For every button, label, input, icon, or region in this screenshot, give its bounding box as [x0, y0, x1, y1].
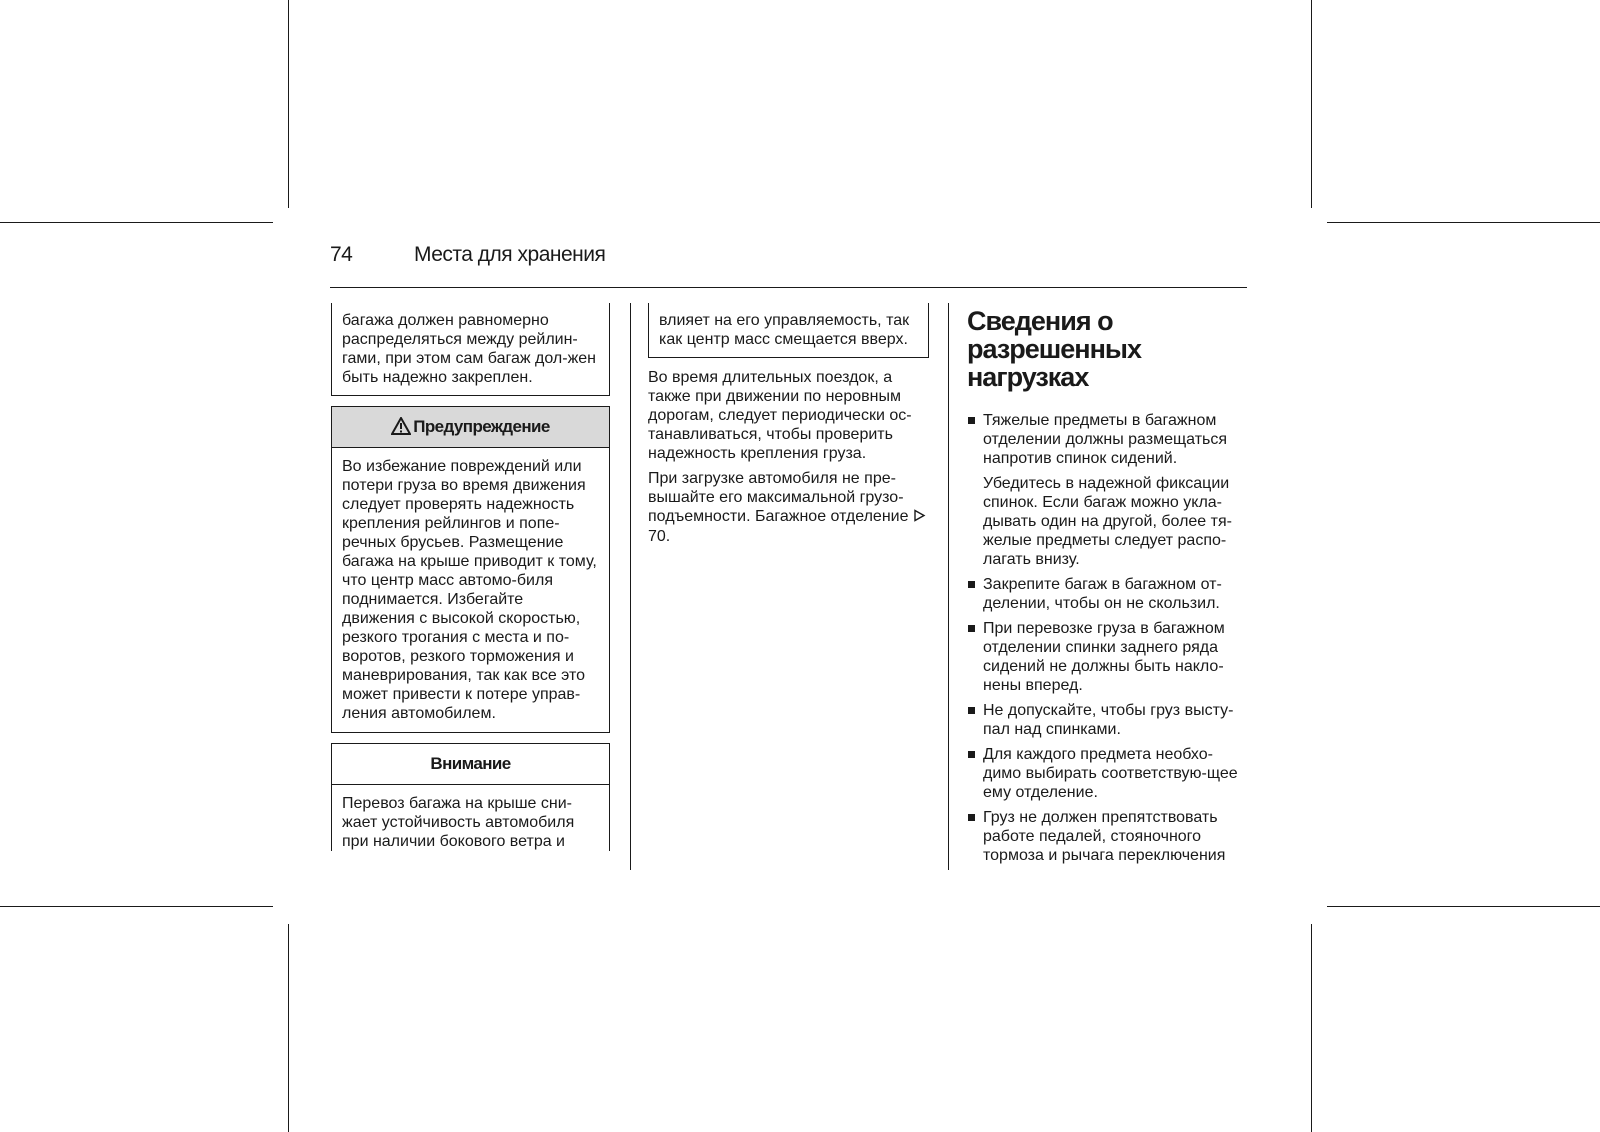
- list-item-text: Для каждого предмета необхо-димо выбирать соответствую-щее ему отделение.: [983, 746, 1238, 801]
- crop-mark: [1327, 906, 1600, 907]
- warning-text: Во избежание повреждений или потери груза во время движения следует проверять надежность крепления рейлингов и попе-речных брусьев. Размещение багажа на крыше приводит к тому, что центр масс автомо-биля поднимается. Избегайте движения с высокой скоростью, резкого трогания с места и по-воротов, резкого торможения и маневрирования, так как все это может привести к потере управ-ления автомобилем.: [342, 458, 597, 722]
- crop-mark: [1327, 222, 1600, 223]
- bullet-list: [967, 411, 1248, 865]
- square-bullet-icon: [968, 581, 975, 588]
- paragraph: [648, 469, 929, 546]
- square-bullet-icon: [968, 707, 975, 714]
- list-item-subtext: Убедитесь в надежной фиксации спинок. Если багаж можно укла-дывать один на другой, более тя-желые предметы следует распо-лагать внизу.: [983, 475, 1232, 568]
- chapter-title: Места для хранения: [414, 243, 606, 266]
- crop-mark: [0, 222, 273, 223]
- continued-text: влияет на его управляемость, так как центр масс смещается вверх.: [659, 312, 910, 348]
- page-reference[interactable]: 70.: [648, 528, 671, 545]
- warning-header: [332, 407, 609, 448]
- page-number: 74: [330, 243, 353, 266]
- continued-text: багажа должен равномерно распределяться между рейлин-гами, при этом сам багаж дол-жен быть надежно закреплен.: [342, 312, 597, 386]
- page-header: [330, 243, 1247, 283]
- list-item-text: Не допускайте, чтобы груз высту-пал над спинками.: [983, 702, 1234, 738]
- crop-mark: [288, 0, 289, 208]
- list-item-text: Закрепите багаж в багажном от-делении, чтобы он не скользил.: [983, 576, 1222, 612]
- list-item-text: Тяжелые предметы в багажном отделении должны размещаться напротив спинок сидений.: [983, 412, 1228, 467]
- column-middle: [648, 303, 929, 552]
- continued-caution-box: [331, 303, 610, 396]
- warning-triangle-icon: [391, 410, 411, 450]
- paragraph: Во время длительных поездок, а также при движении по неровным дорогам, следует периодически ос-танавливаться, чтобы проверить надежность крепления груза.: [648, 369, 912, 462]
- list-item-text: Груз не должен препятствовать работе педалей, стояночного тормоза и рычага переключения: [983, 809, 1226, 864]
- list-item: [967, 411, 1248, 569]
- list-item: [967, 808, 1248, 865]
- crop-mark: [1311, 0, 1312, 208]
- column-right: [967, 303, 1248, 871]
- square-bullet-icon: [968, 417, 975, 424]
- column-divider: [630, 303, 631, 870]
- crop-mark: [0, 906, 273, 907]
- warning-title: Предупреждение: [413, 417, 550, 436]
- header-divider: [330, 287, 1247, 288]
- column-left: [331, 303, 610, 851]
- caution-text: Перевоз багажа на крыше сни-жает устойчивость автомобиля при наличии бокового ветра и: [342, 795, 575, 850]
- list-item-text: При перевозке груза в багажном отделении спинки заднего ряда сидений не должны быть накло-нены вперед.: [983, 620, 1225, 694]
- square-bullet-icon: [968, 751, 975, 758]
- page-reference-arrow-icon: [913, 508, 926, 527]
- crop-mark: [288, 924, 289, 1132]
- list-item: [967, 701, 1248, 739]
- caution-header: Внимание: [332, 744, 609, 785]
- caution-box: [331, 743, 610, 851]
- list-item: [967, 619, 1248, 695]
- list-item: [967, 575, 1248, 613]
- warning-box: [331, 406, 610, 733]
- list-item: [967, 745, 1248, 802]
- column-divider: [948, 303, 949, 870]
- crop-mark: [1311, 924, 1312, 1132]
- square-bullet-icon: [968, 814, 975, 821]
- continued-caution-box: [648, 303, 929, 358]
- square-bullet-icon: [968, 625, 975, 632]
- section-title: Сведения о разрешенных нагрузках: [967, 306, 1141, 392]
- paragraph-text: При загрузке автомобиля не пре-вышайте его максимальной грузо-подъемности. Багажное отделение: [648, 470, 909, 525]
